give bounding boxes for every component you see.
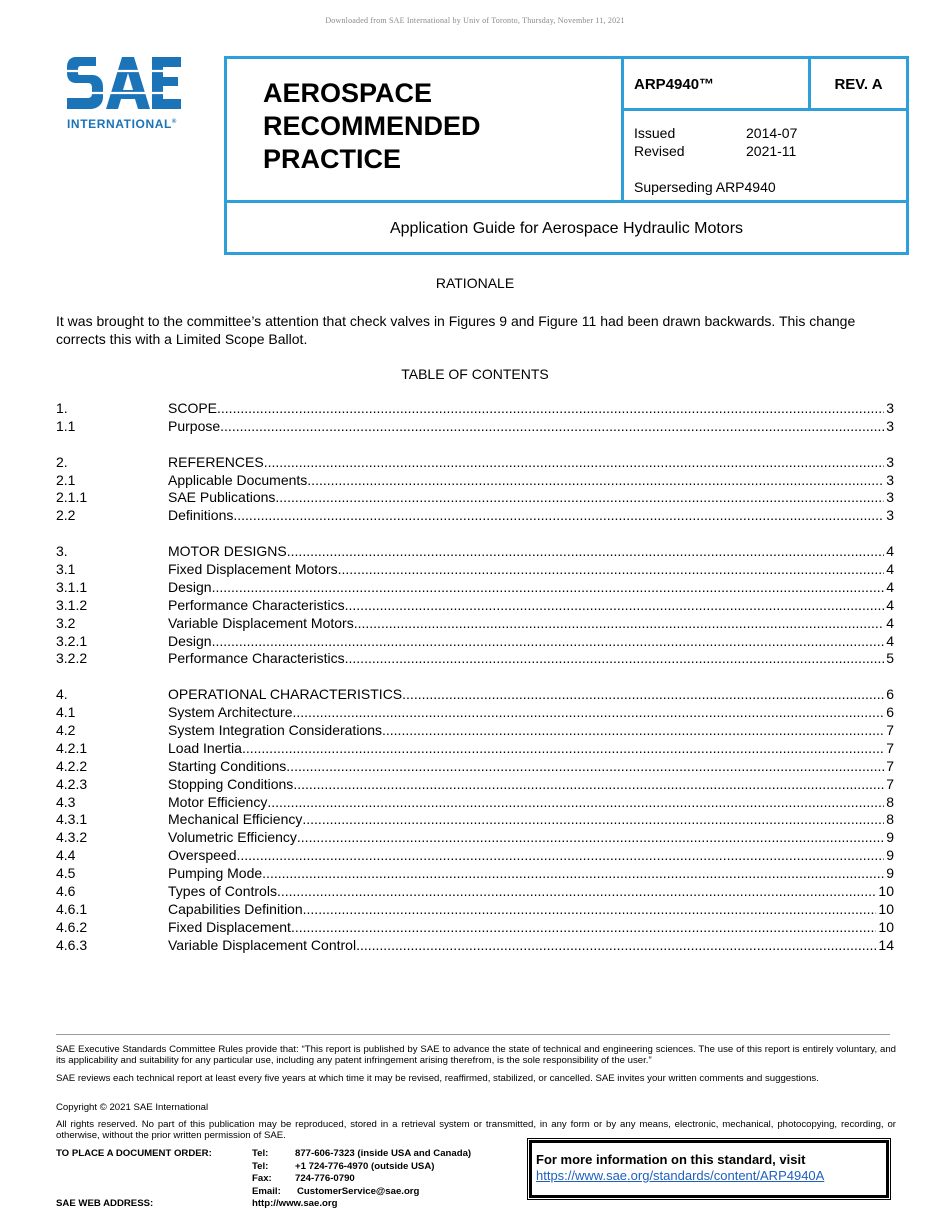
- toc-entry-title: REFERENCES: [168, 453, 264, 470]
- toc-entry-title: Fixed Displacement Motors: [168, 561, 338, 578]
- toc-entry-number: 4.6.2: [56, 918, 88, 935]
- issued-label: Issued: [634, 125, 676, 141]
- toc-entry-number: 4.2.3: [56, 775, 88, 792]
- toc-dot-leader: [297, 829, 884, 847]
- toc-entry-number: 2.1.1: [56, 489, 88, 506]
- toc-entry-title: Design: [168, 578, 212, 595]
- toc-entry-number: 3.2.2: [56, 650, 88, 667]
- toc-heading: TABLE OF CONTENTS: [401, 366, 549, 382]
- toc-entry-number: 4.6.1: [56, 900, 88, 917]
- toc-entry-page: 3: [886, 507, 894, 524]
- toc-entry-title: OPERATIONAL CHARACTERISTICS: [168, 686, 403, 703]
- toc-entry-title: Types of Controls: [168, 883, 277, 900]
- toc-dot-leader: [236, 847, 884, 865]
- toc-entry[interactable]: [56, 865, 894, 883]
- toc-entry-title: Design: [168, 632, 212, 649]
- toc-dot-leader: [293, 704, 885, 722]
- toc-entry-page: 14: [878, 936, 894, 953]
- toc-entry[interactable]: [56, 489, 894, 507]
- doc-type-heading: AEROSPACE RECOMMENDED PRACTICE: [263, 78, 481, 174]
- toc-dot-leader: [264, 454, 885, 472]
- toc-entry-page: 5: [886, 650, 894, 667]
- superseding-note: Superseding ARP4940: [634, 179, 776, 195]
- toc-entry-page: 3: [886, 400, 894, 416]
- toc-entry-number: 1.: [56, 400, 68, 416]
- toc-entry[interactable]: [56, 650, 894, 668]
- toc-entry-page: 4: [886, 543, 894, 560]
- toc-entry-page: 7: [886, 739, 894, 756]
- toc-entry-page: 8: [886, 811, 894, 828]
- toc-entry[interactable]: [56, 794, 894, 812]
- sae-logo: [66, 53, 196, 133]
- revision-box: [808, 56, 909, 111]
- toc-dot-leader: [220, 418, 884, 436]
- toc-dot-leader: [217, 400, 884, 418]
- toc-dot-leader: [338, 561, 885, 579]
- toc-entry[interactable]: [56, 704, 894, 722]
- toc-entry-page: 6: [886, 704, 894, 721]
- toc-entry-number: 2.: [56, 453, 68, 470]
- toc-entry[interactable]: [56, 740, 894, 758]
- toc-entry[interactable]: [56, 400, 894, 418]
- toc-entry-title: Performance Characteristics: [168, 596, 345, 613]
- review-note: SAE reviews each technical report at least every five years at which time it may be revised, reaffirmed, stabilized, or cancelled. SAE invites your written comments and suggestions.: [56, 1073, 819, 1084]
- toc-dot-leader: [291, 919, 876, 937]
- toc-entry-page: 7: [886, 757, 894, 774]
- toc-entry[interactable]: [56, 579, 894, 597]
- toc-entry[interactable]: [56, 901, 894, 919]
- toc-entry[interactable]: [56, 507, 894, 525]
- copyright-note: Copyright © 2021 SAE International: [56, 1102, 209, 1113]
- toc-entry-title: Performance Characteristics: [168, 650, 345, 667]
- footer-divider: [56, 1034, 890, 1035]
- toc-entry-page: 3: [886, 489, 894, 506]
- toc-entry-title: Purpose: [168, 417, 221, 434]
- toc-entry-title: Definitions: [168, 507, 234, 524]
- toc-entry-page: 7: [886, 722, 894, 739]
- toc-entry[interactable]: [56, 418, 894, 436]
- toc-entry[interactable]: [56, 758, 894, 776]
- email-link[interactable]: CustomerService@sae.org: [297, 1185, 420, 1197]
- toc-entry-number: 4.5: [56, 865, 76, 882]
- toc-entry-page: 7: [886, 775, 894, 792]
- toc-entry-page: 3: [886, 471, 894, 488]
- tel2-label: Tel:: [252, 1160, 269, 1172]
- sae-logo-mark: [66, 53, 182, 113]
- fax-label: Fax:: [252, 1173, 272, 1184]
- toc-entry-title: Variable Displacement Motors: [168, 614, 354, 631]
- toc-dot-leader: [303, 901, 877, 919]
- toc-entry[interactable]: [56, 883, 894, 901]
- toc-entry-number: 3.1.1: [56, 578, 88, 595]
- revised-date: 2021-11: [746, 143, 797, 159]
- order-label: TO PLACE A DOCUMENT ORDER:: [56, 1148, 212, 1159]
- toc-entry[interactable]: [56, 615, 894, 633]
- tel2-value[interactable]: +1 724-776-4970 (outside USA): [295, 1160, 435, 1172]
- toc-entry-title: Starting Conditions: [168, 757, 287, 774]
- toc-entry-number: 4.2.2: [56, 757, 88, 774]
- dates-box: [621, 108, 909, 203]
- toc-entry-title: Motor Efficiency: [168, 793, 268, 810]
- document-title: Application Guide for Aerospace Hydraulic Motors: [389, 220, 744, 237]
- toc-entry-page: 6: [886, 686, 894, 703]
- more-info-box: [527, 1138, 891, 1200]
- toc-entry-number: 3.1: [56, 561, 76, 578]
- toc-entry[interactable]: [56, 597, 894, 615]
- toc-dot-leader: [345, 650, 885, 668]
- toc-entry-number: 3.1.2: [56, 596, 88, 613]
- toc-entry-title: Applicable Documents: [168, 471, 308, 488]
- toc-dot-leader: [267, 794, 884, 812]
- toc-entry-page: 10: [878, 918, 894, 935]
- toc-dot-leader: [382, 722, 884, 740]
- toc-entry-page: 4: [886, 614, 894, 631]
- toc-entry-number: 4.2: [56, 722, 76, 739]
- toc-entry-page: 4: [886, 596, 894, 613]
- toc-entry-number: 2.2: [56, 507, 76, 524]
- toc-entry[interactable]: [56, 561, 894, 579]
- download-note: Downloaded from SAE International by Univ of Toronto, Thursday, November 11, 2021: [325, 16, 625, 25]
- email-label: Email:: [252, 1185, 281, 1197]
- doc-number-box: [621, 56, 811, 111]
- issued-date: 2014-07: [746, 125, 798, 141]
- toc-entry[interactable]: [56, 543, 894, 561]
- toc-entry-page: 9: [886, 829, 894, 846]
- toc-dot-leader: [402, 686, 884, 704]
- toc-entry-number: 4.4: [56, 847, 76, 864]
- toc-dot-leader: [262, 865, 884, 883]
- toc-entry-number: 3.2: [56, 614, 76, 631]
- toc-entry-number: 4.: [56, 686, 68, 703]
- toc-entry-page: 3: [886, 453, 894, 470]
- toc-entry-number: 4.3: [56, 793, 76, 810]
- logo-wordmark: INTERNATIONAL®: [67, 117, 177, 131]
- toc-entry-page: 9: [886, 865, 894, 882]
- toc-dot-leader: [356, 937, 876, 955]
- toc-entry-page: 8: [886, 793, 894, 810]
- standards-rules-note: SAE Executive Standards Committee Rules provide that: “This report is published by SAE to advance the state of technical and engineering sciences. The use of this report is entirely voluntary, and its applicability and suitability for any particular use, including any patent infringement arising therefrom, is the sole responsibility of the user.”: [56, 1044, 896, 1067]
- more-info-text: For more information on this standard, visit: [536, 1152, 806, 1167]
- toc-entry[interactable]: [56, 829, 894, 847]
- toc-entry-number: 4.3.1: [56, 811, 88, 828]
- toc-entry-title: Overspeed: [168, 847, 237, 864]
- toc-entry-number: 4.1: [56, 704, 76, 721]
- toc-dot-leader: [287, 543, 884, 561]
- tel1-value[interactable]: 877-606-7323 (inside USA and Canada): [295, 1148, 472, 1159]
- toc-entry[interactable]: [56, 776, 894, 794]
- toc-entry-page: 4: [886, 632, 894, 649]
- toc-entry-number: 4.6.3: [56, 936, 88, 953]
- toc-entry-title: Variable Displacement Control: [168, 936, 357, 953]
- toc-entry-title: Stopping Conditions: [168, 775, 294, 792]
- toc-entry-page: 4: [886, 578, 894, 595]
- toc-entry-number: 2.1: [56, 471, 76, 488]
- toc-entry-title: Load Inertia: [168, 739, 242, 756]
- toc-entry[interactable]: [56, 847, 894, 865]
- toc-dot-leader: [286, 758, 884, 776]
- doc-number: ARP4940™: [634, 76, 715, 93]
- toc-dot-leader: [212, 633, 885, 651]
- table-of-contents: [56, 400, 894, 955]
- standard-url-link[interactable]: https://www.sae.org/standards/content/ARP4940A: [536, 1168, 825, 1183]
- toc-entry-number: 4.2.1: [56, 739, 88, 756]
- toc-dot-leader: [242, 740, 884, 758]
- toc-entry-page: 3: [886, 417, 894, 434]
- toc-entry-page: 4: [886, 561, 894, 578]
- toc-entry[interactable]: [56, 633, 894, 651]
- toc-entry-title: System Architecture: [168, 704, 293, 721]
- tel1-label: Tel:: [252, 1148, 269, 1159]
- web-address-link[interactable]: http://www.sae.org: [252, 1198, 338, 1209]
- toc-dot-leader: [277, 883, 876, 901]
- fax-value: 724-776-0790: [295, 1173, 355, 1184]
- toc-entry[interactable]: [56, 722, 894, 740]
- toc-entry-title: MOTOR DESIGNS: [168, 543, 287, 560]
- toc-entry-title: Fixed Displacement: [168, 918, 291, 935]
- toc-entry-number: 1.1: [56, 417, 76, 434]
- rationale-text: It was brought to the committee’s attention that check valves in Figures 9 and Figure 11 had been drawn backwards. This change corrects this with a Limited Scope Ballot.: [56, 313, 856, 347]
- revision-label: REV. A: [834, 76, 883, 93]
- toc-dot-leader: [354, 615, 884, 633]
- toc-entry-title: Volumetric Efficiency: [168, 829, 297, 846]
- toc-entry-page: 9: [886, 847, 894, 864]
- revised-label: Revised: [634, 143, 685, 159]
- toc-entry[interactable]: [56, 919, 894, 937]
- toc-dot-leader: [293, 776, 884, 794]
- toc-entry-title: System Integration Considerations: [168, 722, 382, 739]
- toc-dot-leader: [212, 579, 885, 597]
- doc-type-box: [224, 56, 624, 203]
- toc-entry-title: Mechanical Efficiency: [168, 811, 303, 828]
- toc-dot-leader: [275, 489, 884, 507]
- toc-entry-title: Pumping Mode: [168, 865, 263, 882]
- toc-entry-page: 10: [878, 900, 894, 917]
- toc-entry-number: 3.2.1: [56, 632, 88, 649]
- title-box: [224, 200, 909, 255]
- web-address-label: SAE WEB ADDRESS:: [56, 1198, 154, 1209]
- rationale-heading: RATIONALE: [435, 275, 515, 291]
- toc-dot-leader: [345, 597, 885, 615]
- toc-entry[interactable]: [56, 454, 894, 472]
- toc-dot-leader: [302, 811, 884, 829]
- toc-entry[interactable]: [56, 472, 894, 490]
- toc-entry-number: 3.: [56, 543, 68, 560]
- toc-entry-title: SAE Publications: [168, 489, 276, 506]
- toc-entry[interactable]: [56, 811, 894, 829]
- toc-entry[interactable]: [56, 937, 894, 955]
- toc-entry-title: Capabilities Definition: [168, 900, 303, 917]
- toc-entry-number: 4.6: [56, 883, 76, 900]
- toc-entry-number: 4.3.2: [56, 829, 88, 846]
- toc-entry[interactable]: [56, 686, 894, 704]
- toc-dot-leader: [233, 507, 884, 525]
- toc-dot-leader: [307, 472, 884, 490]
- toc-entry-page: 10: [878, 883, 894, 900]
- toc-entry-title: SCOPE: [168, 400, 218, 416]
- rights-note: All rights reserved. No part of this publication may be reproduced, stored in a retrieval system or transmitted, in any form or by any means, electronic, mechanical, photocopying, recording, or otherwise, without the prior written permission of SAE.: [56, 1119, 896, 1142]
